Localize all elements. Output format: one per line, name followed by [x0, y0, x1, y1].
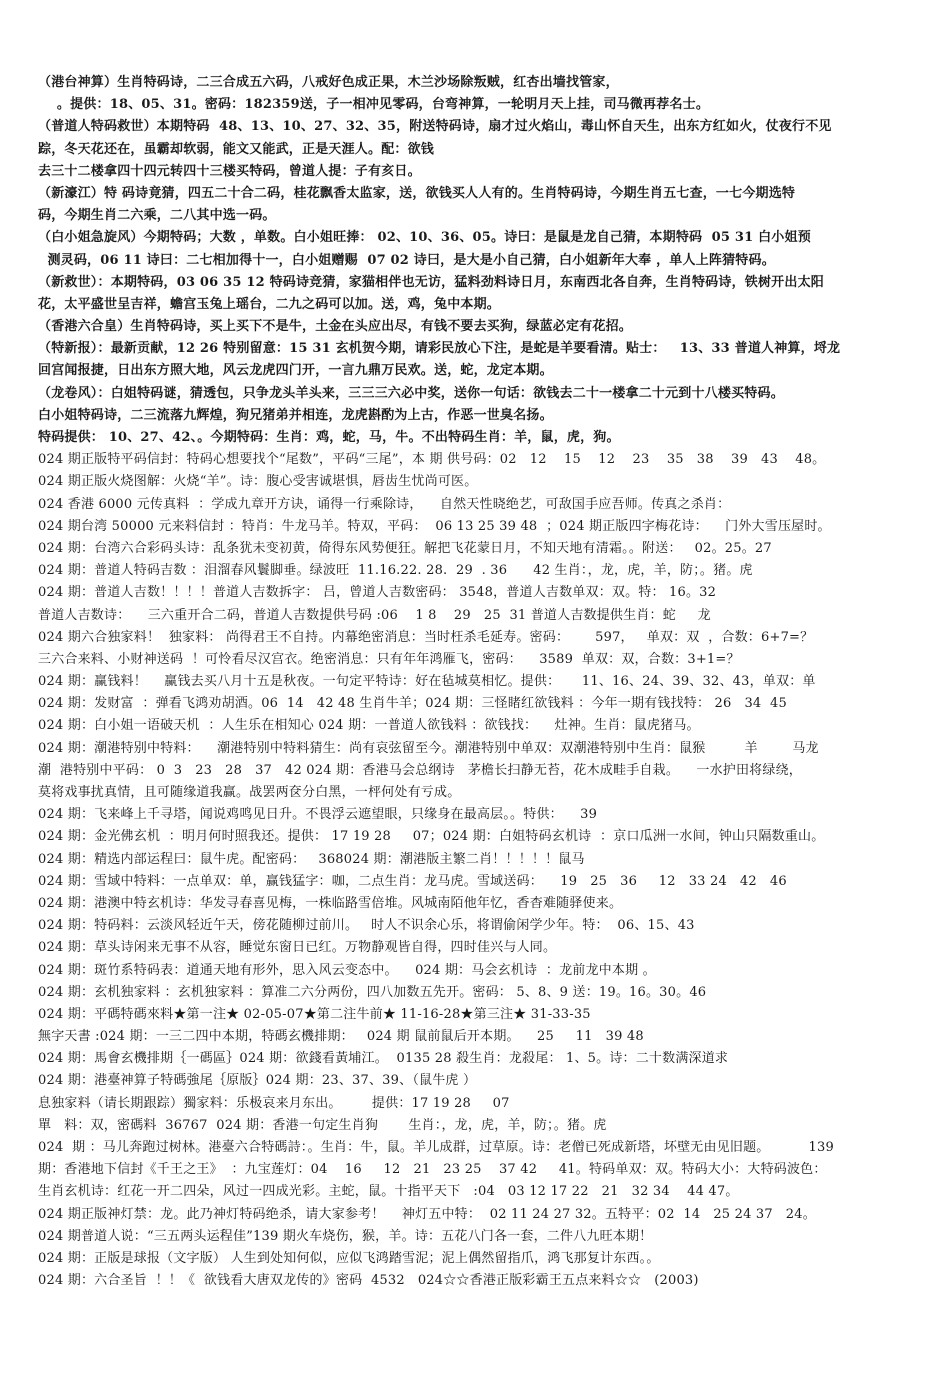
text-line: 024 期：普道人特码吉数 ：泪溜春风鬟脚垂。绿波旺 11.16.22. 28. 29 . 36 42 生肖：，龙，虎，羊，防；。猪。虎 [38, 563, 753, 579]
text-line: 024 期：潮港特别中特料： 潮港特别中特料猜生：尚有哀弦留至今。潮港特别中单双：双潮港特别中生肖：鼠猴 羊 马龙 [38, 740, 819, 756]
text-line: 024 期：台湾六合彩码头诗：乱条犹未变初黄，倚得东风势便狂。解把飞花蒙日月，不知天地有清霜。。附送： 02。25。27 [38, 540, 772, 556]
text-line: 024 期：六合圣旨 ！！《 欲钱看大唐双龙传的》密码 4532 024☆☆香港正版彩霸王五点来料☆☆ (2003) [38, 1273, 699, 1289]
text-line: 024 期正版火烧图解：火烧“羊”。诗：腹心受害诚堪惧，唇齿生忧尚可医。 [38, 474, 478, 490]
text-line: 024 香港 6000 元传真料 ：学成九章开方诀，诵得一行乘除诗， 自然天性晓绝艺，可敌国手应吾师。传真之杀肖： [38, 496, 731, 512]
text-line: 码，今期生肖二六乘，二八其中选一码。 [38, 208, 276, 224]
text-line: 024 期：普道人吉数！！！！普道人吉数拆字： 吕，曾道人吉数密码： 3548，普道人吉数单双：双。特： 16。32 [38, 585, 717, 601]
text-line: （新救世）：本期特码，03 06 35 12 特码诗竞猜，家猫相伴也无访，猛料劲料诗日月，东南西北各自奔，生肖特码诗，铁树开出太阳 [38, 274, 824, 290]
text-line: （新濠江）特 码诗竟猜，四五二十合二码，桂花飘香太监家，送，欲钱买人人有的。生肖特码诗，今期生肖五七查，一七今期选特 [38, 185, 796, 201]
text-line: （普道人特码救世）本期特码 48、13、10、27、32、35，附送特码诗，扇才过火焰山，毒山怀自天生，出东方红如火，仗夜行不见 [38, 119, 832, 135]
text-line: 生肖玄机诗：红花一开二四朵，风过一四成光彩。主蛇，鼠。十指平天下 :04 03 12 17 22 21 32 34 44 47。 [38, 1184, 739, 1200]
text-line: （港台神算）生肖特码诗，二三合成五六码，八戒好色成正果，木兰沙场除叛贼，红杏出墙找管家， [38, 75, 619, 90]
text-line: 無字天書 :024 期：一三二四中本期，特碼玄機排期： 024 期 鼠前鼠后开本期。 25 11 39 48 [38, 1029, 644, 1045]
text-line: 024 期：玄机独家料 ：玄机独家料 ：算准二六分两份，四八加数五先开。密码： 5、8、9 送：19。16。30。46 [38, 984, 707, 1000]
text-line: 024 期：正版是球报（文字版） 人生到处知何似，应似飞鸿踏雪泥；泥上偶然留指爪，鸿飞那复计东西。。 [38, 1250, 660, 1266]
text-line [38, 1292, 922, 1314]
text-line: 息独家料（请长期跟踪）獨家料：乐极哀来月东出。 提供：17 19 28 07 [38, 1095, 510, 1111]
text-line: 024 期：发财富 ：弹看飞鸿劝胡酒。06 14 42 48 生肖牛羊；024 期：三怪睹红欲钱料 ：今年一期有钱找特： 26 34 45 [38, 696, 788, 712]
text-line: 024 期：飞来峰上千寻塔，闻说鸡鸣见日升。不畏浮云遮望眼，只缘身在最高层。。特供： 39 [38, 807, 598, 823]
text-line: （龙卷风）：白姐特码谜，猜透包，只争龙头羊头来，三三三六必中奖，送你一句话：欲钱去二十一楼拿二十元到十八楼买特码。 [38, 385, 784, 401]
text-line: （特新报）：最新贡献，12 26 特别留意：15 31 玄机贺今期，请彩民放心下注，是蛇是羊要看清。贴士： 13、33 普道人神算，埒龙 [38, 341, 841, 357]
text-line: 。提供：18、05、31。密码：182359送，子一相冲见零码，台弯神算，一轮明月天上挂，司马微再荐名士。 [38, 97, 710, 113]
text-line: 特码提供： 10、27、42、。今期特码：生肖：鸡，蛇，马，牛。不出特码生肖：羊，鼠，虎，狗。 [38, 430, 620, 445]
text-line: 024 期：港臺神算子特碼強尾｛原版｝024 期：23、37、39、（鼠牛虎 ） [38, 1073, 477, 1089]
text-line: 测灵码，06 11 诗曰：二七相加得十一，白小姐赠赐 07 02 诗曰，是大是小自己猜，白小姐新年大奉 ，单人上阵猜特码。 [38, 252, 775, 268]
text-line: 024 期普道人说：“三五两头运程佳”139 期火车烧伤，猴，羊。诗：五花八门各一套，二件八九旺本期！ [38, 1228, 653, 1244]
text-line: 024 期：草头诗闲来无事不从容，睡觉东窗日已红。万物静观皆自得，四时佳兴与人同。 [38, 940, 557, 956]
text-line: 024 期：特码料：云淡风轻近午天，傍花随柳过前川。 时人不识余心乐，将谓偷闲学少年。特： 06、15、43 [38, 918, 695, 934]
text-line: 024 期：赢钱料！ 赢钱去买八月十五是秋夜。一句定平特诗：好在毡城莫相忆。提供： 11、16、24、39、32、43，单双：单 [38, 674, 816, 690]
text-line: 潮 港特别中平码： 0 3 23 28 37 42 024 期：香港马会总纲诗 茅檐长扫静无苔，花木成畦手自栽。 一水护田将绿绕， [38, 762, 802, 778]
text-line: 024 期台湾 50000 元来料信封 ：特肖：牛龙马羊。特双，平码： 06 13 25 39 48 ；024 期正版四字梅花诗： 门外大雪压屋时。 [38, 518, 831, 534]
text-line: （香港六合皇）生肖特码诗，买上买下不是牛，土金在头应出尽，有钱不要去买狗，绿蓝必定有花招。 [38, 319, 633, 335]
text-line: 普道人吉数诗： 三六重开合二码，普道人吉数提供号码 :06 1 8 29 25 31 普道人吉数提供生肖：蛇 龙 [38, 607, 711, 623]
text-line: 024 期：白小姐一语破天机 ：人生乐在相知心 024 期：一普道人欲钱料 ：欲钱找： 灶神。生肖：鼠虎猪马。 [38, 718, 700, 734]
text-line: 024 期：精选内部运程曰：鼠牛虎。配密码： 368024 期：潮港版主繁二肖！！！！！鼠马 [38, 851, 585, 867]
text-line: 024 期：金光佛玄机 ：明月何时照我还。提供： 17 19 28 07；024 期：白姐特码玄机诗 ：京口瓜洲一水间，钟山只隔数重山。 [38, 829, 825, 845]
text-line: 024 期：港澳中特玄机诗：华发寻春喜见梅，一株临路雪倍堆。风城南陌他年忆，香杳难随驿使来。 [38, 895, 623, 911]
text-line: 花，太平盛世呈吉祥，蟾宫玉兔上瑶台，二九之码可以加。送，鸡，兔中本期。 [38, 296, 501, 312]
text-line: 回宫闻报捷，日出东方照大地，风云龙虎四门开，一言九鼎万民欢。送，蛇，龙定本期。 [38, 363, 553, 379]
text-line: （白小姐急旋风）今期特码；大数 ，单数。白小姐旺捧： 02、10、36、05。诗曰：是鼠是龙自己猜，本期特码 05 31 白小姐预 [38, 230, 811, 246]
text-line: 024 期 ：马儿奔跑过树林。港臺六合特碼詩：。生肖：牛，鼠。羊儿成群，过草原。诗：老僧已死成新塔，坏壁无由见旧题。 139 [38, 1140, 834, 1155]
text-line: 024 期六合独家料！ 独家料： 尚得君王不自持。内幕绝密消息：当时枉杀毛延寿。密码： 597， 单双：双 ，合数：6+7=？ [38, 629, 814, 645]
text-line: 莫将戏事扰真情，且可随缘道我赢。战罢两奁分白黑，一枰何处有亏成。 [38, 785, 461, 800]
text-line: 024 期：雪域中特料：一点单双：单，赢钱猛字：咖，二点生肖：龙马虎。雪域送码： 19 25 36 12 33 24 42 46 [38, 873, 787, 889]
text-line: 踪，冬天花还在，虽霸却软弱，能文又能武，正是天涯人。配：欲钱 [38, 141, 435, 157]
text-line: 期：香港地下信封《千王之王》 ：九宝莲灯：04 16 12 21 23 25 37 42 41。特码单双：双。特码大小：大特码波色： [38, 1162, 827, 1178]
text-line: 白小姐特码诗，二三流落九辉煌，狗兄猪弟并相连，龙虎斟酌为上古，作恶一世臭名扬。 [38, 407, 553, 423]
text-line: 單 料：双，密碼料 36767 024 期：香港一句定生肖狗 生肖：，龙，虎，羊，防；。猪。虎 [38, 1117, 607, 1133]
text-line: 三六合来料、小财神送码 ！可怜看尽汉宫衣。绝密消息：只有年年鸿雁飞，密码： 3589 单双：双，合数：3+1=？ [38, 651, 740, 667]
text-line: 024 期：馬會玄機排期｛一碼區｝024 期：欲錢看黃埔江。 0135 28 殺生肖：龙殺尾： 1、5。诗：二十数满深道求 [38, 1051, 729, 1067]
text-line: 去三十二楼拿四十四元转四十三楼买特码，曾道人提：子有亥日。 [38, 163, 421, 179]
text-line: 024 期：平碼特碼來料★第一注★ 02-05-07★第二注牛前★ 11-16-28★第三注★ 31-33-35 [38, 1006, 591, 1022]
text-line: 024 期：斑竹系特码表：道通天地有形外，思入风云变态中。 024 期：马会玄机诗 ：龙前龙中本期 。 [38, 962, 656, 978]
text-line: 024 期正版神灯禁：龙。此乃神灯特码绝杀，请大家参考！ 神灯五中特： 02 11 24 27 32。五特平：02 14 25 24 37 24。 [38, 1206, 816, 1222]
text-line: 024 期正版特平码信封：特码心想要找个“尾数”，平码“三尾”，本 期 供号码：02 12 15 12 23 35 38 39 43 48。 [38, 452, 826, 468]
